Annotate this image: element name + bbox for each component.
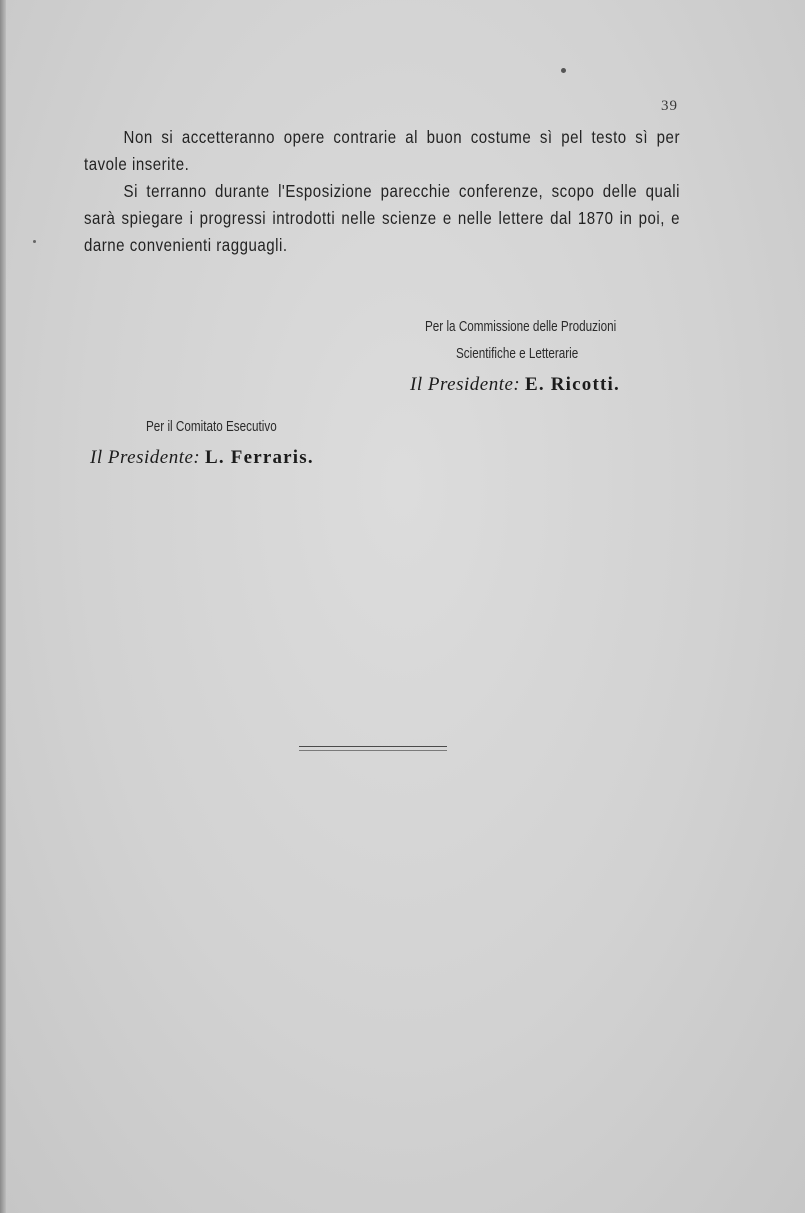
paragraph-2: Si terranno durante l'Esposizione parecchie conferenze, scopo delle quali sarà spiegare i progressi introdotti nelle scienze e nelle lettere dal 1870 in poi, e darne convenienti ragguagli. [84, 181, 680, 255]
commission-signature [410, 374, 620, 396]
signature-role: Il Presidente: [90, 447, 201, 468]
committee-heading: Per il Comitato Esecutivo [146, 418, 277, 435]
paragraph-1: Non si accetteranno opere contrarie al buon costume sì pel testo sì per tavole inserite. [84, 127, 680, 174]
commission-heading-line2: Scientifiche e Letterarie [456, 345, 579, 362]
signature-name: L. Ferraris. [204, 447, 314, 468]
page-number: 39 [661, 98, 678, 114]
end-rule [299, 746, 447, 747]
body-text [84, 124, 680, 259]
commission-heading-line1: Per la Commissione delle Produzioni [425, 318, 617, 335]
end-rule [299, 750, 447, 751]
ink-speck [33, 240, 36, 243]
ink-speck [561, 68, 566, 73]
committee-signature [90, 447, 314, 469]
signature-role: Il Presidente: [410, 374, 521, 395]
signature-name: E. Ricotti. [524, 374, 620, 395]
page-binding-edge [0, 0, 6, 1213]
